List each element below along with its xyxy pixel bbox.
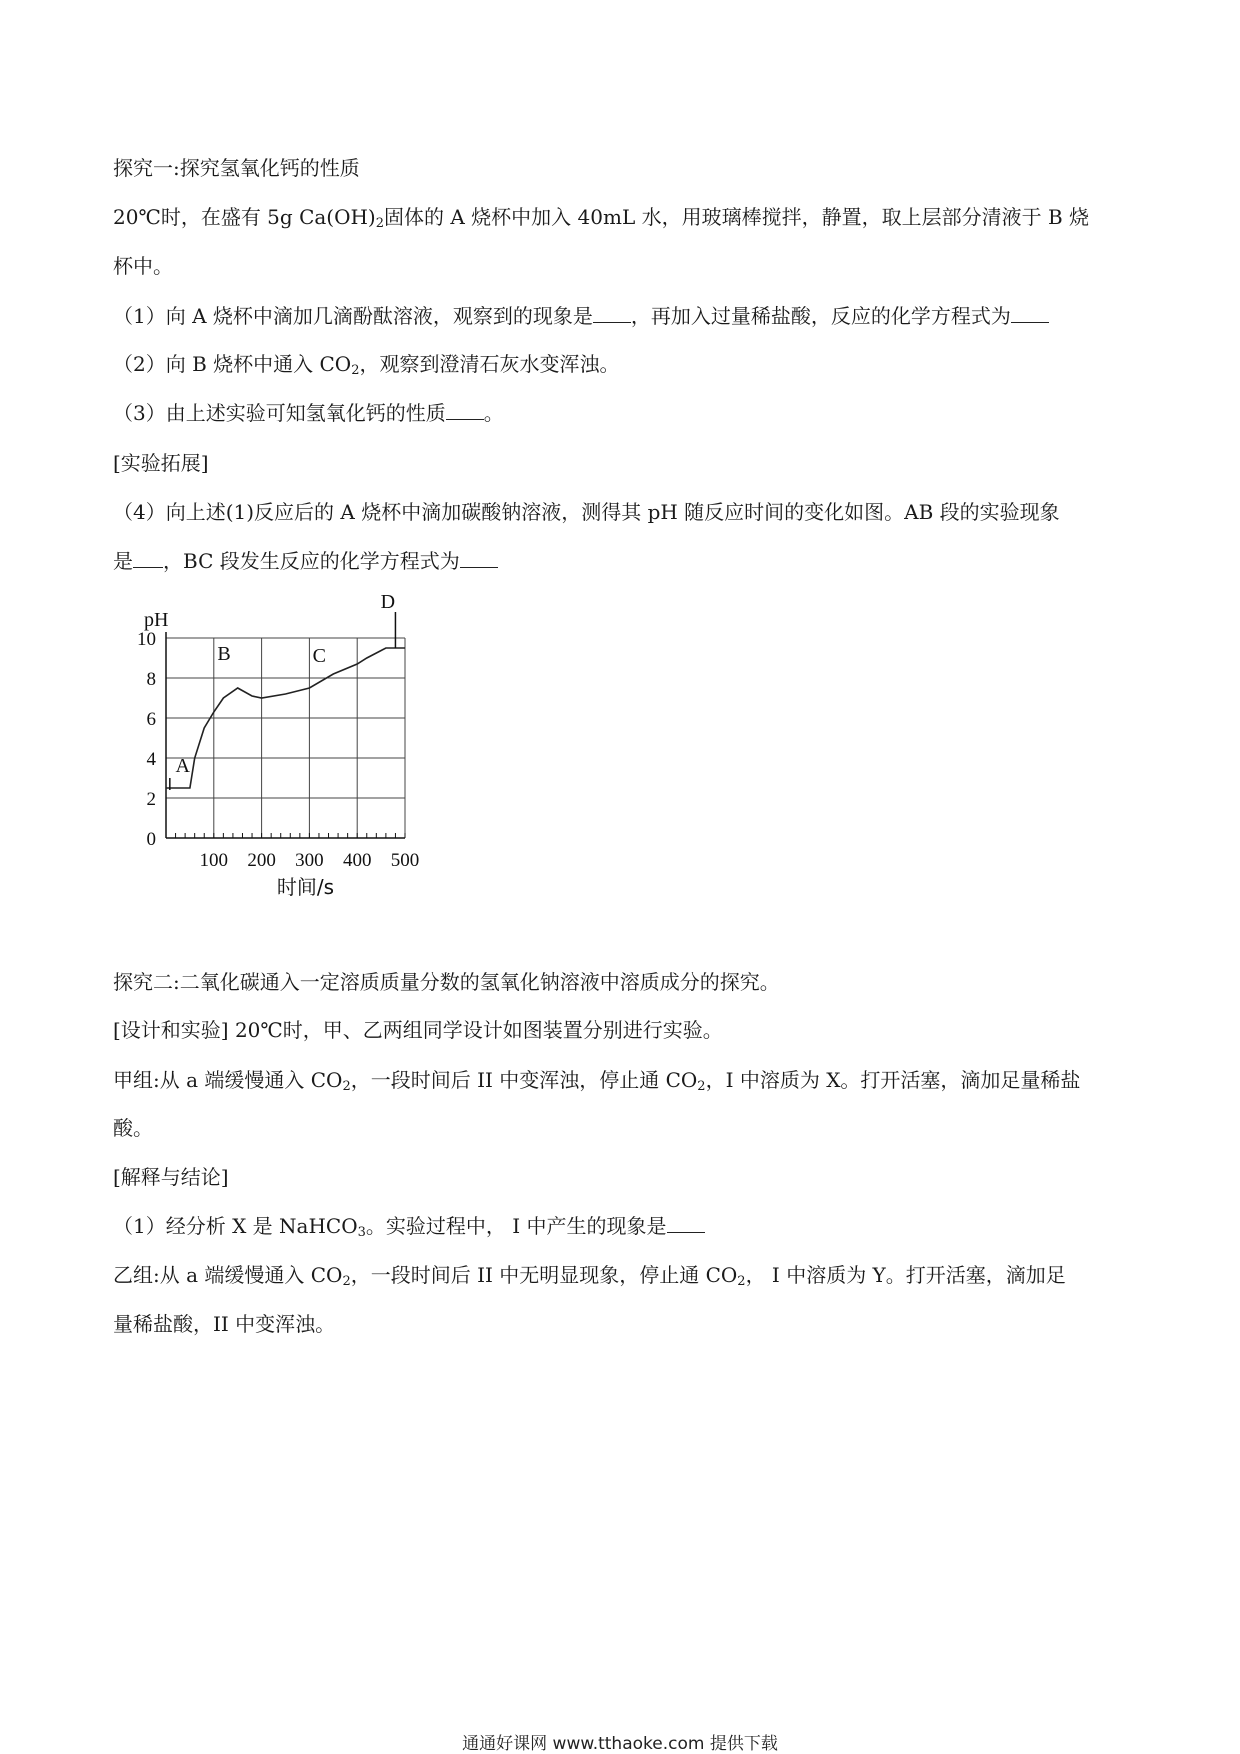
x-tick-label: 200 xyxy=(247,850,276,871)
q2-text-a: （2）向 B 烧杯中通入 CO xyxy=(113,352,352,376)
g1-sub1: 2 xyxy=(342,1079,351,1094)
design-line: [设计和实验] 20℃时，甲、乙两组同学设计如图装置分别进行实验。 xyxy=(113,1018,723,1042)
g1-sub2: 2 xyxy=(697,1079,706,1094)
g2-sub2: 2 xyxy=(737,1274,746,1289)
x-tick-label: 500 xyxy=(390,850,420,871)
answer-blank xyxy=(460,549,498,568)
point-label-c: C xyxy=(312,645,326,667)
g2-text-b: ，一段时间后 II 中无明显现象，停止通 CO xyxy=(350,1263,738,1287)
chart-ticks xyxy=(137,629,419,871)
x-axis-title: 时间/s xyxy=(276,875,335,899)
q4-text-c: ，BC 段发生反应的化学方程式为 xyxy=(163,549,460,573)
y-tick-label: 0 xyxy=(146,829,156,850)
q2-text-b: ，观察到澄清石灰水变浑浊。 xyxy=(359,352,620,376)
c1-text-b: 。实验过程中， I 中产生的现象是 xyxy=(365,1214,667,1238)
group2-line2: 量稀盐酸，II 中变浑浊。 xyxy=(113,1312,336,1336)
answer-blank xyxy=(593,304,631,323)
heading-extension: [实验拓展] xyxy=(113,451,209,475)
intro-text-a: 20℃时，在盛有 5g Ca(OH) xyxy=(113,205,376,229)
q2-sub: 2 xyxy=(351,363,360,378)
answer-blank xyxy=(446,401,484,420)
conclusion-1 xyxy=(113,1212,705,1247)
x-tick-label: 400 xyxy=(342,850,372,871)
ph-chart xyxy=(120,595,440,905)
heading-explain: [解释与结论] xyxy=(113,1165,229,1189)
g2-text-a: 乙组:从 a 端缓慢通入 CO xyxy=(113,1263,343,1287)
q4-text-b: 是 xyxy=(113,549,133,573)
c1-text-a: （1）经分析 X 是 NaHCO xyxy=(113,1214,358,1238)
question-4-line1: （4）向上述(1)反应后的 A 烧杯中滴加碳酸钠溶液，测得其 pH 随反应时间的变化如图。AB 段的实验现象 xyxy=(113,500,1060,524)
point-label-a: A xyxy=(175,755,191,777)
page-footer: 通通好课网 www.tthaoke.com 提供下载 xyxy=(462,1734,778,1754)
question-2 xyxy=(113,350,619,385)
question-1 xyxy=(113,302,1049,330)
intro-line1 xyxy=(113,203,1089,238)
y-tick-label: 10 xyxy=(137,629,156,650)
c1-sub: 3 xyxy=(357,1225,366,1240)
g2-sub1: 2 xyxy=(342,1274,351,1289)
g1-text-a: 甲组:从 a 端缓慢通入 CO xyxy=(113,1068,343,1092)
answer-blank xyxy=(133,549,163,568)
question-3 xyxy=(113,399,504,427)
q1-text-a: （1）向 A 烧杯中滴加几滴酚酞溶液，观察到的现象是 xyxy=(113,304,593,328)
q1-text-b: ，再加入过量稀盐酸，反应的化学方程式为 xyxy=(630,304,1011,328)
g1-text-c: ，I 中溶质为 X。打开活塞，滴加足量稀盐 xyxy=(705,1068,1081,1092)
y-axis-title: pH xyxy=(144,609,169,631)
intro-text-b: 固体的 A 烧杯中加入 40mL 水，用玻璃棒搅拌，静置，取上层部分清液于 B 烧 xyxy=(384,205,1089,229)
x-tick-label: 300 xyxy=(295,850,324,871)
group2-line1 xyxy=(113,1261,1066,1296)
answer-blank xyxy=(667,1214,705,1233)
g2-text-c: ， I 中溶质为 Y。打开活塞，滴加足 xyxy=(745,1263,1066,1287)
y-tick-label: 6 xyxy=(146,709,156,730)
heading-part1: 探究一:探究氢氧化钙的性质 xyxy=(113,156,360,180)
answer-blank xyxy=(1011,304,1049,323)
y-tick-label: 2 xyxy=(146,789,156,810)
q3-text-a: （3）由上述实验可知氢氧化钙的性质 xyxy=(113,401,446,425)
heading-part2: 探究二:二氧化碳通入一定溶质质量分数的氢氧化钠溶液中溶质成分的探究。 xyxy=(113,970,780,994)
point-label-b: B xyxy=(217,643,231,665)
y-tick-label: 8 xyxy=(146,669,156,690)
x-tick-label: 100 xyxy=(199,850,229,871)
y-tick-label: 4 xyxy=(146,749,156,770)
q3-text-b: 。 xyxy=(483,401,504,425)
intro-sub: 2 xyxy=(375,216,385,231)
point-label-d: D xyxy=(380,595,396,613)
group1-line2: 酸。 xyxy=(113,1116,153,1140)
group1-line1 xyxy=(113,1066,1080,1101)
g1-text-b: ，一段时间后 II 中变浑浊，停止通 CO xyxy=(350,1068,698,1092)
question-4-line2 xyxy=(113,547,498,575)
intro-line2: 杯中。 xyxy=(113,254,173,278)
